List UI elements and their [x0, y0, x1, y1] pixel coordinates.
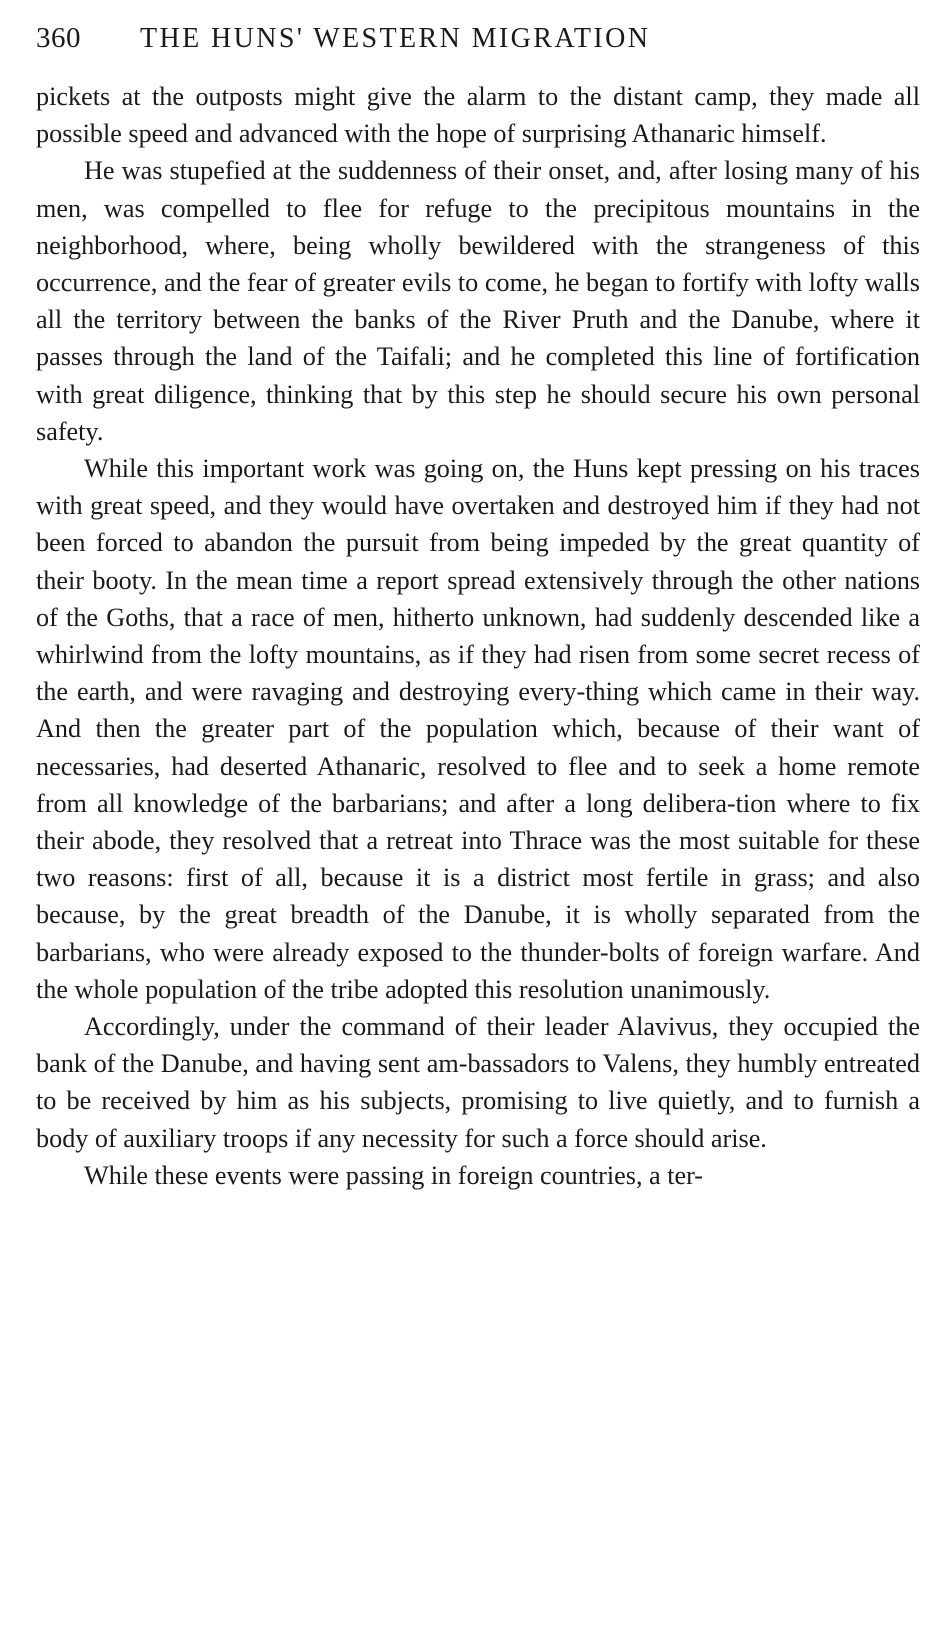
- paragraph: While these events were passing in foreign countries, a ter-: [84, 1160, 704, 1190]
- page-number: 360: [36, 22, 81, 54]
- running-head: [36, 22, 920, 78]
- paragraph-continuation: pickets at the outposts might give the alarm to the distant camp, they made all possible speed and advanced with the hope of surprising Athanaric himself.: [36, 82, 920, 149]
- paragraph: While this important work was going on, the Huns kept pressing on his traces with great speed, and they would have overtaken and destroyed him if they had not been forced to abandon the pursuit from being impeded by the great quantity of their booty. In the mean time a report spread extensively through the other nations of the Goths, that a race of men, hitherto unknown, had suddenly descended like a whirlwind from the lofty mountains, as if they had risen from some secret recess of the earth, and were ravaging and destroying every-thing which came in their way. And then the greater part of the population which, because of their want of necessaries, had deserted Athanaric, resolved to flee and to seek a home remote from all knowledge of the barbarians; and after a long delibera-tion where to fix their abode, they resolved that a retreat into Thrace was the most suitable for these two reasons: first of all, because it is a district most fertile in grass; and also because, by the great breadth of the Danube, it is wholly separated from the barbarians, who were already exposed to the thunder-bolts of foreign warfare. And the whole population of the tribe adopted this resolution unanimously.: [36, 454, 920, 1004]
- running-title: THE HUNS' WESTERN MIGRATION: [140, 23, 651, 54]
- body-text: [36, 78, 920, 1194]
- paragraph: Accordingly, under the command of their leader Alavivus, they occupied the bank of the Danube, and having sent am-bassadors to Valens, they humbly entreated to be received by him as his subjects, promising to live quietly, and to furnish a body of auxiliary troops if any necessity for such a force should arise.: [36, 1012, 920, 1153]
- paragraph: He was stupefied at the suddenness of their onset, and, after losing many of his men, was compelled to flee for refuge to the precipitous mountains in the neighborhood, where, being wholly bewildered with the strangeness of this occurrence, and the fear of greater evils to come, he began to fortify with lofty walls all the territory between the banks of the River Pruth and the Danube, where it passes through the land of the Taifali; and he completed this line of fortification with great diligence, thinking that by this step he should secure his own personal safety.: [36, 156, 920, 446]
- book-page: [36, 22, 920, 1194]
